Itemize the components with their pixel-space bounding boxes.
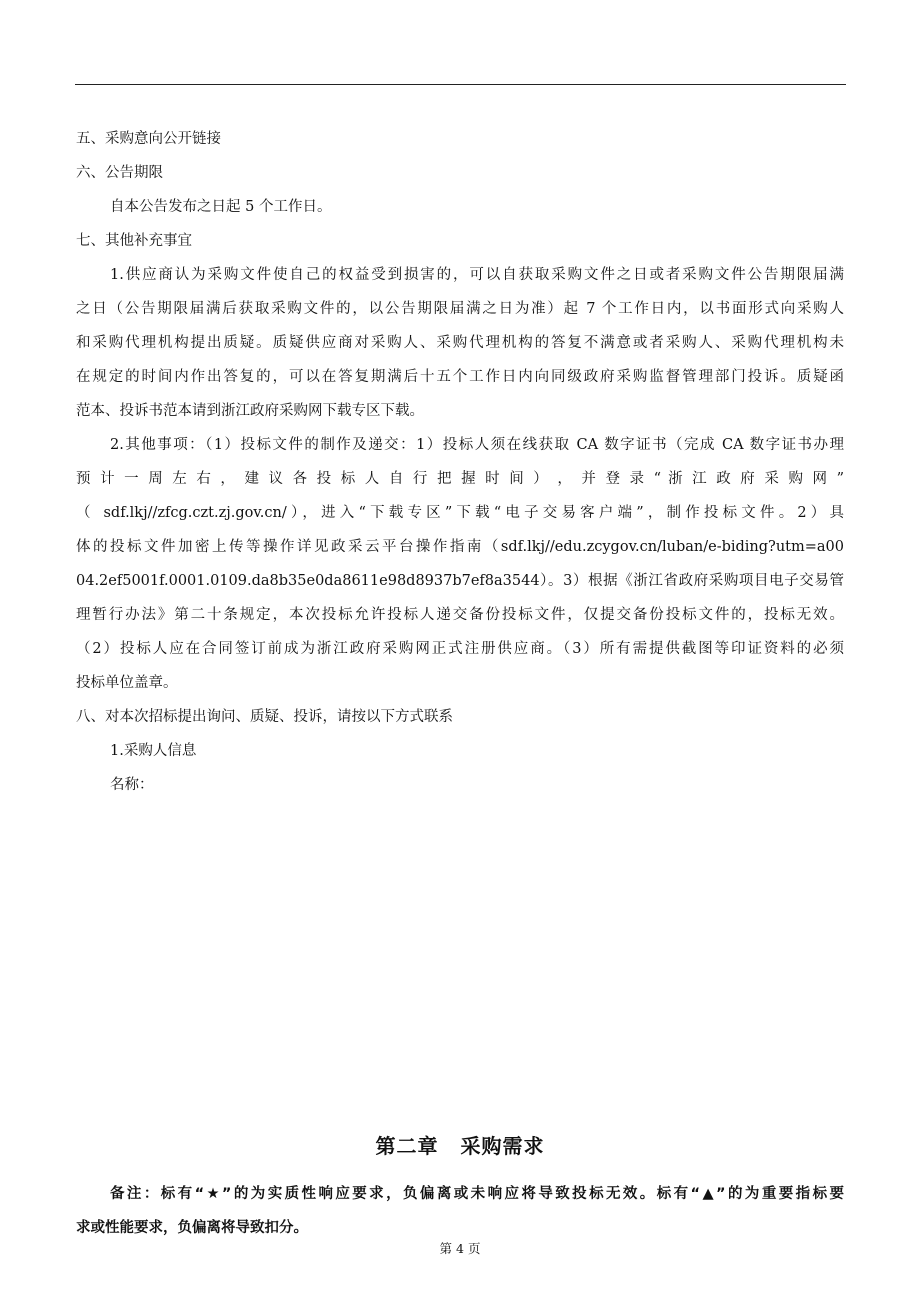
paragraph-line: 之日（公告期限届满后获取采购文件的，以公告期限届满之日为准）起 7 个工作日内，以书面形式向采购人 (76, 301, 844, 317)
paragraph-line: 在规定的时间内作出答复的，可以在答复期满后十五个工作日内向同级政府采购监督管理部门投诉。质疑函 (76, 369, 844, 385)
chapter-heading (0, 1128, 920, 1164)
section-7-heading: 七、其他补充事宜 (76, 233, 192, 249)
paragraph-line: 理暂行办法》第二十条规定，本次投标允许投标人递交备份投标文件，仅提交备份投标文件的，投标无效。 (76, 607, 844, 623)
section-8-heading: 八、对本次招标提出询问、质疑、投诉，请按以下方式联系 (76, 709, 453, 725)
paragraph-line: 投标单位盖章。 (76, 675, 178, 691)
paragraph-line: 范本、投诉书范本请到浙江政府采购网下载专区下载。 (76, 403, 424, 419)
chapter-number: 第二章 (375, 1134, 439, 1158)
note-line: 备注：标有“★”的为实质性响应要求，负偏离或未响应将导致投标无效。标有“▲”的为重要指标要 (110, 1186, 844, 1202)
section-8-item-1: 1.采购人信息 (110, 743, 197, 759)
paragraph-line: （ sdf.lkj//zfcg.czt.zj.gov.cn/），进入“下载专区”下载“电子交易客户端”，制作投标文件。2）具 (76, 505, 844, 521)
section-6-body: 自本公告发布之日起 5 个工作日。 (110, 199, 332, 215)
paragraph-line: 预 计 一 周 左 右 ， 建 议 各 投 标 人 自 行 把 握 时 间 ） ， 并 登 录 “ 浙 江 政 府 采 购 网 ” (76, 471, 844, 487)
section-6-heading: 六、公告期限 (76, 165, 163, 181)
paragraph-line: 1.供应商认为采购文件使自己的权益受到损害的，可以自获取采购文件之日或者采购文件公告期限届满 (110, 267, 844, 283)
requirements-note (76, 1177, 844, 1245)
header-rule (75, 84, 846, 85)
section-7-paragraph-1 (76, 258, 844, 428)
note-line: 求或性能要求，负偏离将导致扣分。 (76, 1220, 308, 1236)
chapter-title: 采购需求 (460, 1134, 545, 1158)
purchaser-name-label: 名称： (110, 777, 154, 793)
page-content (76, 122, 844, 802)
paragraph-line: 体的投标文件加密上传等操作详见政采云平台操作指南（sdf.lkj//edu.zcygov.cn/luban/e-biding?utm=a00 (76, 539, 844, 555)
paragraph-line: （2）投标人应在合同签订前成为浙江政府采购网正式注册供应商。（3）所有需提供截图等印证资料的必须 (76, 641, 844, 657)
section-5-heading: 五、采购意向公开链接 (76, 131, 221, 147)
page-footer: 第 4 页 (439, 1241, 481, 1256)
paragraph-line: 和采购代理机构提出质疑。质疑供应商对采购人、采购代理机构的答复不满意或者采购人、采购代理机构未 (76, 335, 844, 351)
paragraph-line: 04.2ef5001f.0001.0109.da8b35e0da8611e98d8937b7ef8a3544）。3）根据《浙江省政府采购项目电子交易管 (76, 573, 844, 589)
section-7-paragraph-2 (76, 428, 844, 700)
paragraph-line: 2.其他事项：（1）投标文件的制作及递交：1）投标人须在线获取 CA 数字证书（完成 CA 数字证书办理 (110, 437, 844, 453)
